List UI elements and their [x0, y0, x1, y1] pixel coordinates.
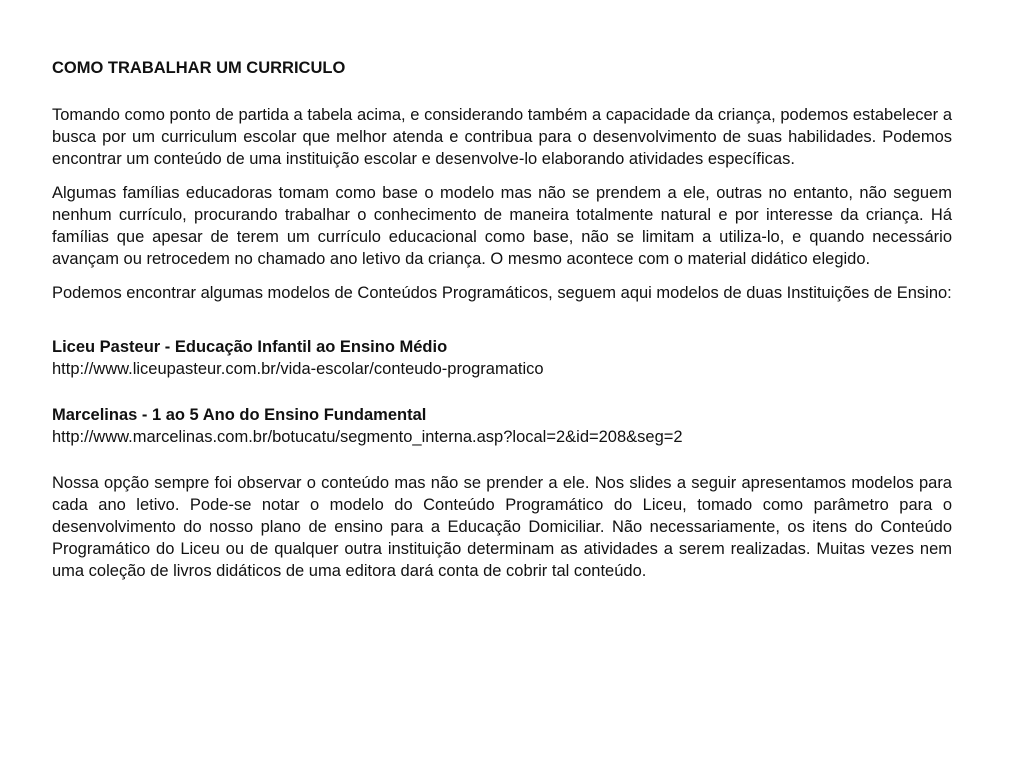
- intro-paragraph: Tomando como ponto de partida a tabela acima, e considerando também a capacidade da criança, podemos estabelecer a busca por um curriculum escolar que melhor atenda e contribua para o desenvolvimento de suas habilidades. Podemos encontrar um conteúdo de uma instituição escolar e desenvolve-lo elaborando atividades específicas.: [52, 106, 952, 168]
- models-paragraph: Podemos encontrar algumas modelos de Conteúdos Programáticos, seguem aqui modelos de duas Instituições de Ensino:: [52, 284, 952, 302]
- families-paragraph: Algumas famílias educadoras tomam como base o modelo mas não se prendem a ele, outras no entanto, não seguem nenhum currículo, procurando trabalhar o conhecimento de maneira totalmente natural e por interesse da criança. Há famílias que apesar de terem um currículo educacional como base, não se limitam a utiliza-lo, e quando necessário avançam ou retrocedem no chamado ano letivo da criança. O mesmo acontece com o material didático elegido.: [52, 184, 952, 268]
- reference-link[interactable]: http://www.liceupasteur.com.br/vida-escolar/conteudo-programatico: [52, 360, 544, 378]
- page-title: COMO TRABALHAR UM CURRICULO: [52, 59, 346, 77]
- reference-marcelinas: [52, 404, 952, 448]
- closing-paragraph: Nossa opção sempre foi observar o conteúdo mas não se prender a ele. Nos slides a seguir apresentamos modelos para cada ano letivo. Pode-se notar o modelo do Conteúdo Programático do Liceu, tomado como parâmetro para o desenvolvimento do nosso plano de ensino para a Educação Domiciliar. Não necessariamente, os itens do Conteúdo Programático do Liceu ou de qualquer outra instituição determinam as atividades a serem realizadas. Muitas vezes nem uma coleção de livros didáticos de uma editora dará conta de cobrir tal conteúdo.: [52, 474, 952, 580]
- reference-link[interactable]: http://www.marcelinas.com.br/botucatu/segmento_interna.asp?local=2&id=208&seg=2: [52, 428, 683, 446]
- reference-name: Marcelinas - 1 ao 5 Ano do Ensino Fundamental: [52, 406, 427, 424]
- reference-liceu: [52, 336, 952, 380]
- reference-name: Liceu Pasteur - Educação Infantil ao Ensino Médio: [52, 338, 448, 356]
- slide-content: [52, 58, 952, 594]
